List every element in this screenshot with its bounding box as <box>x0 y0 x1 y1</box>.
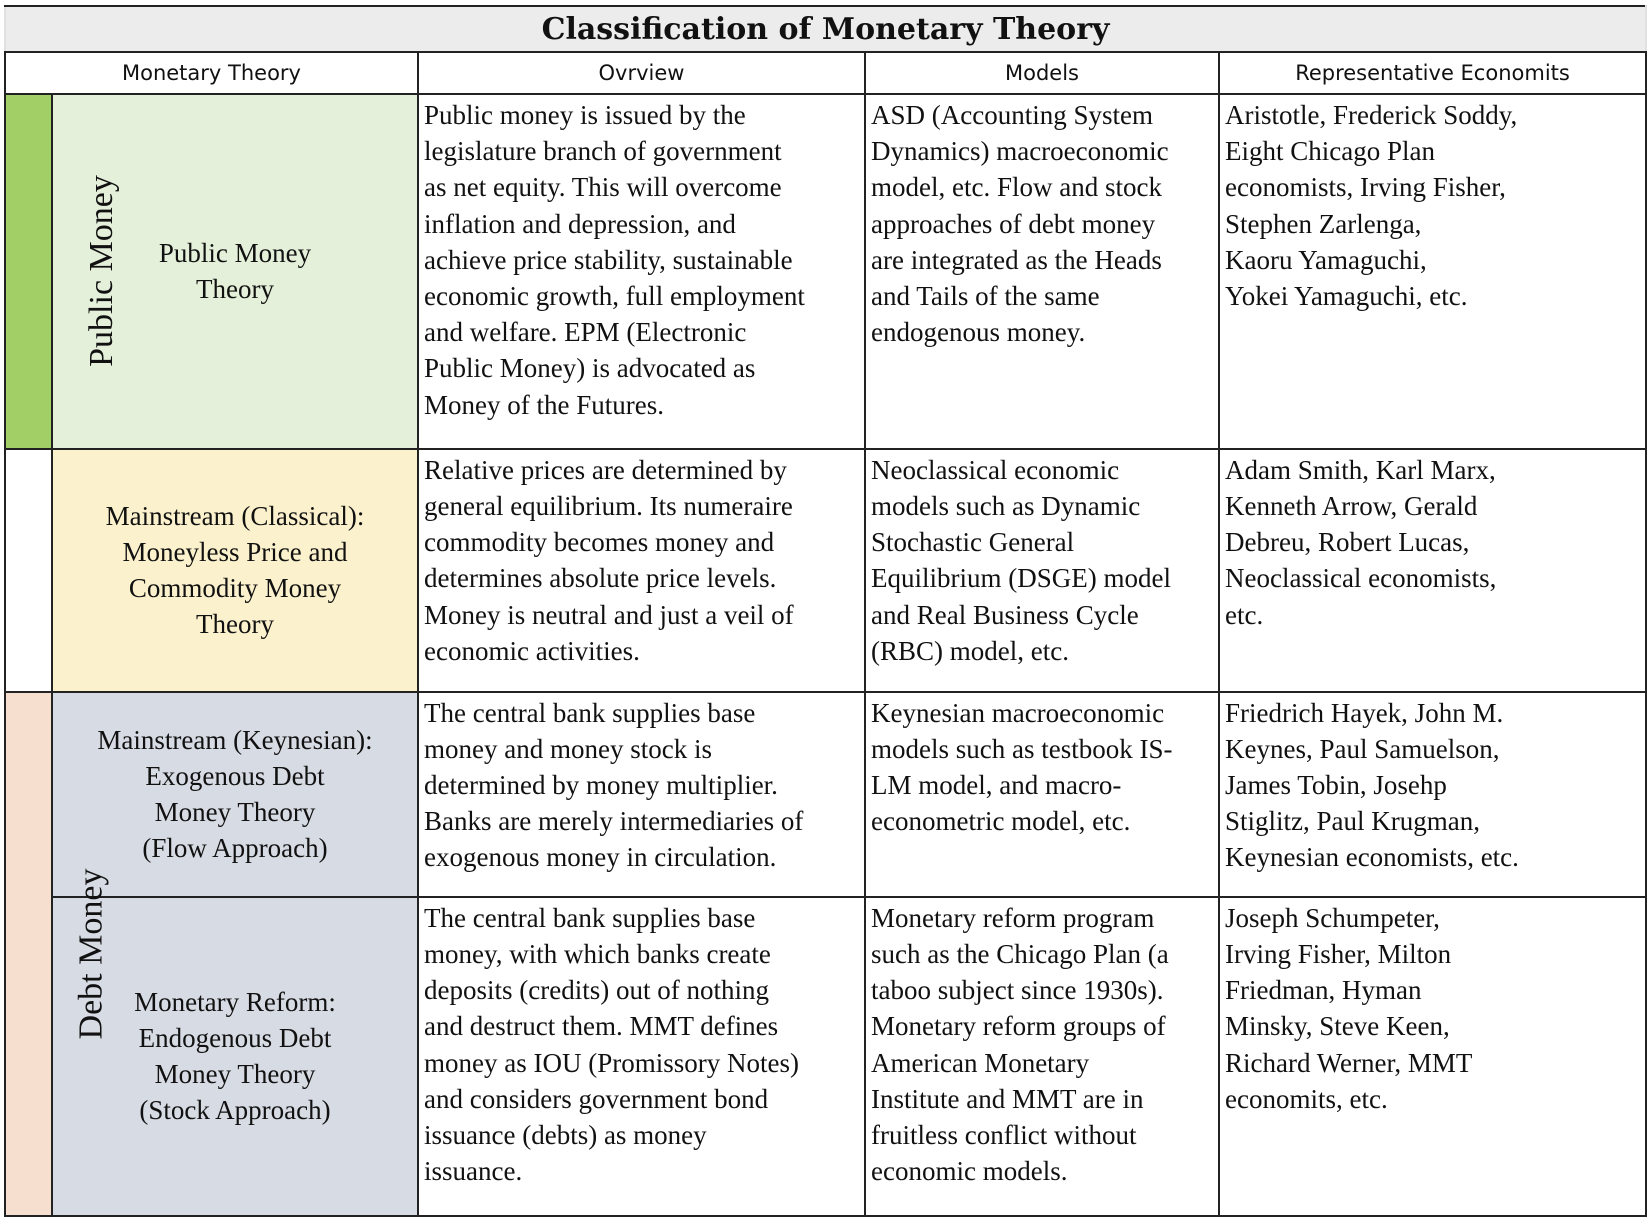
overview-line: The central bank supplies base <box>424 697 756 728</box>
overview-line: Public Money) is advocated as <box>424 353 756 384</box>
overview-line: general equilibrium. Its numeraire <box>424 490 793 521</box>
group-label-public-money <box>5 94 120 449</box>
overview-line: achieve price stability, sustainable <box>424 244 793 275</box>
theory-line: Theory <box>196 274 274 305</box>
theory-line: (Stock Approach) <box>139 1095 331 1126</box>
table-title: Classification of Monetary Theory <box>5 6 1646 52</box>
table-row-keynesian <box>5 692 1646 897</box>
overview-line: issuance. <box>424 1156 523 1187</box>
economists-line: Aristotle, Frederick Soddy, <box>1225 99 1518 130</box>
economists-cell <box>1219 94 1646 449</box>
overview-line: determines absolute price levels. <box>424 563 777 594</box>
models-line: American Monetary <box>871 1047 1090 1078</box>
models-line: ASD (Accounting System <box>871 99 1153 130</box>
economists-line: Eight Chicago Plan <box>1225 136 1435 167</box>
group-label-blank <box>5 449 52 692</box>
overview-line: issuance (debts) as money <box>424 1119 707 1150</box>
models-line: and Real Business Cycle <box>871 599 1139 630</box>
economists-line: Keynesian economists, etc. <box>1225 842 1519 873</box>
economists-line: Stiglitz, Paul Krugman, <box>1225 806 1480 837</box>
economists-line: Irving Fisher, Milton <box>1225 938 1452 969</box>
theory-line: Public Money <box>158 238 312 269</box>
overview-cell <box>418 94 865 449</box>
economists-line: Friedman, Hyman <box>1225 975 1422 1006</box>
overview-line: and destruct them. MMT defines <box>424 1011 779 1042</box>
overview-line: and considers government bond <box>424 1083 769 1114</box>
overview-line: exogenous money in circulation. <box>424 842 777 873</box>
economists-cell <box>1219 897 1646 1216</box>
models-line: LM model, and macro- <box>871 769 1122 800</box>
theory-line: Money Theory <box>154 1059 316 1090</box>
economists-line: James Tobin, Josehp <box>1225 769 1447 800</box>
overview-line: money as IOU (Promissory Notes) <box>424 1047 799 1078</box>
overview-line: Relative prices are determined by <box>424 454 787 485</box>
models-line: endogenous money. <box>871 317 1086 348</box>
theory-line: Mainstream (Classical): <box>105 501 365 532</box>
models-line: fruitless conflict without <box>871 1119 1137 1150</box>
theory-cell <box>52 692 418 897</box>
models-cell <box>865 94 1219 449</box>
economists-line: Kaoru Yamaguchi, <box>1225 244 1427 275</box>
models-cell <box>865 692 1219 897</box>
economists-cell <box>1219 449 1646 692</box>
overview-line: legislature branch of government <box>424 136 782 167</box>
overview-cell <box>418 449 865 692</box>
overview-line: and welfare. EPM (Electronic <box>424 317 747 348</box>
models-line: Monetary reform groups of <box>871 1011 1166 1042</box>
models-line: models such as testbook IS- <box>871 733 1173 764</box>
economists-line: Stephen Zarlenga, <box>1225 208 1422 239</box>
economists-line: Minsky, Steve Keen, <box>1225 1011 1450 1042</box>
group-label-debt-money <box>5 692 110 1216</box>
overview-line: determined by money multiplier. <box>424 769 778 800</box>
models-line: model, etc. Flow and stock <box>871 172 1162 203</box>
table-row-public-money <box>5 94 1646 449</box>
theory-line: Endogenous Debt <box>138 1023 332 1054</box>
overview-line: Money of the Futures. <box>424 389 664 420</box>
header-monetary-theory: Monetary Theory <box>5 52 418 94</box>
economists-line: Joseph Schumpeter, <box>1225 902 1440 933</box>
models-line: Dynamics) macroeconomic <box>871 136 1169 167</box>
overview-line: as net equity. This will overcome <box>424 172 782 203</box>
economists-line: Keynes, Paul Samuelson, <box>1225 733 1500 764</box>
classification-table-page <box>4 5 1645 1217</box>
header-models: Models <box>865 52 1219 94</box>
models-line: Equilibrium (DSGE) model <box>871 563 1171 594</box>
table-row-classical <box>5 449 1646 692</box>
overview-line: Banks are merely intermediaries of <box>424 806 804 837</box>
models-line: Neoclassical economic <box>871 454 1120 485</box>
models-line: econometric model, etc. <box>871 806 1131 837</box>
classification-table <box>4 5 1647 1217</box>
models-line: Institute and MMT are in <box>871 1083 1144 1114</box>
economists-line: economists, Irving Fisher, <box>1225 172 1506 203</box>
models-cell <box>865 897 1219 1216</box>
overview-line: economic activities. <box>424 635 640 666</box>
theory-line: Mainstream (Keynesian): <box>97 725 373 756</box>
theory-line: Money Theory <box>154 797 316 828</box>
models-line: (RBC) model, etc. <box>871 635 1069 666</box>
theory-line: Exogenous Debt <box>145 761 325 792</box>
overview-line: money and money stock is <box>424 733 712 764</box>
economists-line: etc. <box>1225 599 1264 630</box>
title-row <box>5 6 1646 52</box>
overview-cell <box>418 692 865 897</box>
overview-line: economic growth, full employment <box>424 280 805 311</box>
models-line: Stochastic General <box>871 527 1075 558</box>
header-representative-economists: Representative Economits <box>1219 52 1646 94</box>
models-cell <box>865 449 1219 692</box>
models-line: approaches of debt money <box>871 208 1156 239</box>
models-line: and Tails of the same <box>871 280 1100 311</box>
models-line: economic models. <box>871 1156 1068 1187</box>
theory-line: Theory <box>196 609 274 640</box>
economists-line: economits, etc. <box>1225 1083 1388 1114</box>
overview-line: Money is neutral and just a veil of <box>424 599 794 630</box>
theory-line: (Flow Approach) <box>142 833 328 864</box>
models-line: are integrated as the Heads <box>871 244 1162 275</box>
theory-line: Commodity Money <box>128 573 342 604</box>
models-line: Monetary reform program <box>871 902 1155 933</box>
overview-line: Public money is issued by the <box>424 99 746 130</box>
overview-line: deposits (credits) out of nothing <box>424 975 769 1006</box>
overview-line: commodity becomes money and <box>424 527 775 558</box>
theory-line: Moneyless Price and <box>122 537 348 568</box>
header-overview: Ovrview <box>418 52 865 94</box>
overview-line: money, with which banks create <box>424 938 771 969</box>
economists-line: Adam Smith, Karl Marx, <box>1225 454 1496 485</box>
economists-line: Kenneth Arrow, Gerald <box>1225 490 1478 521</box>
economists-line: Friedrich Hayek, John M. <box>1225 697 1504 728</box>
models-line: Keynesian macroeconomic <box>871 697 1165 728</box>
overview-line: inflation and depression, and <box>424 208 736 239</box>
overview-cell <box>418 897 865 1216</box>
overview-line: The central bank supplies base <box>424 902 756 933</box>
economists-line: Debreu, Robert Lucas, <box>1225 527 1470 558</box>
theory-cell <box>52 449 418 692</box>
models-line: taboo subject since 1930s). <box>871 975 1164 1006</box>
models-line: such as the Chicago Plan (a <box>871 938 1169 969</box>
theory-line: Monetary Reform: <box>134 987 336 1018</box>
models-line: models such as Dynamic <box>871 490 1141 521</box>
economists-line: Richard Werner, MMT <box>1225 1047 1473 1078</box>
group-label-public-money-text: Public Money <box>82 175 120 368</box>
economists-line: Neoclassical economists, <box>1225 563 1497 594</box>
table-row-monetary-reform <box>5 897 1646 1216</box>
economists-line: Yokei Yamaguchi, etc. <box>1225 280 1468 311</box>
economists-cell <box>1219 692 1646 897</box>
group-label-debt-money-text: Debt Money <box>72 868 110 1040</box>
header-row <box>5 52 1646 94</box>
